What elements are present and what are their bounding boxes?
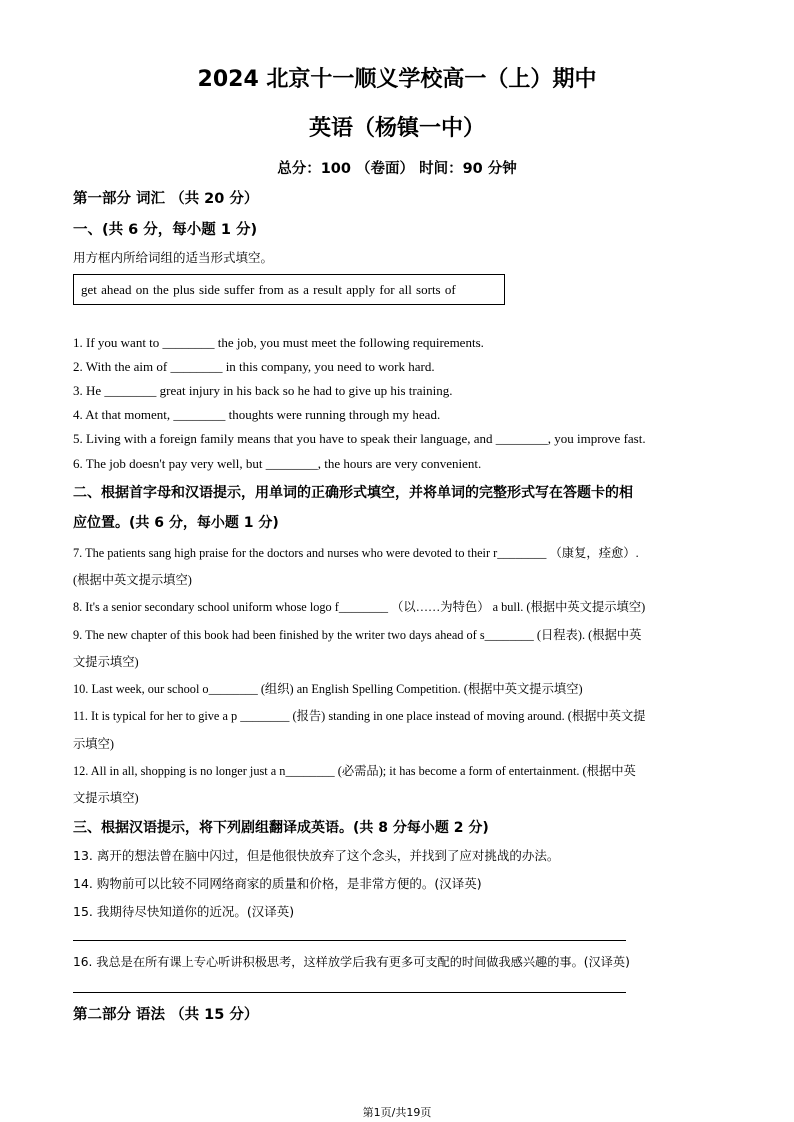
answer-line-16[interactable] bbox=[73, 992, 626, 993]
question-8: 8. It's a senior secondary school uniform whose logo f________ （以……为特色） a bull. (根据中英文提示填空) bbox=[73, 600, 646, 614]
question-5: 5. Living with a foreign family means that you have to speak their language, and ________, you improve fast. bbox=[73, 431, 646, 446]
section2-heading-line2: 应位置。(共 6 分，每小题 1 分) bbox=[73, 515, 279, 531]
question-12: 12. All in all, shopping is no longer just a n________ (必需品); it has become a form of entertainment. (根据中英 bbox=[73, 764, 636, 778]
part2-heading: 第二部分 语法 （共 15 分） bbox=[73, 1007, 259, 1023]
section1-heading: 一、(共 6 分，每小题 1 分) bbox=[73, 222, 258, 238]
question-7: 7. The patients sang high praise for the doctors and nurses who were devoted to their r________ （康复，痊愈）. bbox=[73, 546, 639, 560]
answer-line-15[interactable] bbox=[73, 940, 626, 941]
part1-heading: 第一部分 词汇 （共 20 分） bbox=[73, 191, 259, 207]
question-11-cont: 示填空) bbox=[73, 737, 114, 751]
page-number: 第1页/共19页 bbox=[362, 1106, 432, 1119]
question-9: 9. The new chapter of this book had been finished by the writer two days ahead of s________ (日程表). (根据中英 bbox=[73, 628, 642, 642]
question-2: 2. With the aim of ________ in this company, you need to work hard. bbox=[73, 359, 435, 374]
question-15: 15. 我期待尽快知道你的近况。(汉译英) bbox=[73, 904, 295, 919]
exam-subtitle: 英语（杨镇一中） bbox=[308, 116, 485, 141]
question-7-hint: (根据中英文提示填空) bbox=[73, 573, 192, 587]
question-4: 4. At that moment, ________ thoughts were running through my head. bbox=[73, 407, 441, 422]
question-1: 1. If you want to ________ the job, you must meet the following requirements. bbox=[73, 335, 484, 350]
word-box bbox=[73, 274, 505, 305]
question-11: 11. It is typical for her to give a p ________ (报告) standing in one place instead of moving around. (根据中英文提 bbox=[73, 709, 646, 723]
section1-instruction: 用方框内所给词组的适当形式填空。 bbox=[73, 250, 274, 265]
question-10: 10. Last week, our school o________ (组织) an English Spelling Competition. (根据中英文提示填空) bbox=[73, 682, 583, 696]
exam-title: 2024 北京十一顺义学校高一（上）期中 bbox=[197, 67, 597, 92]
section2-heading-line1: 二、根据首字母和汉语提示，用单词的正确形式填空，并将单词的完整形式写在答题卡的相 bbox=[73, 485, 633, 501]
question-12-cont: 文提示填空) bbox=[73, 791, 139, 805]
question-14: 14. 购物前可以比较不同网络商家的质量和价格，是非常方便的。(汉译英) bbox=[73, 876, 482, 891]
exam-meta: 总分：100 （卷面） 时间：90 分钟 bbox=[277, 161, 517, 177]
question-3: 3. He ________ great injury in his back so he had to give up his training. bbox=[73, 383, 453, 398]
question-9-cont: 文提示填空) bbox=[73, 655, 139, 669]
section3-heading: 三、根据汉语提示，将下列剧组翻译成英语。(共 8 分每小题 2 分) bbox=[73, 820, 489, 836]
word-box-text: get ahead on the plus side suffer from as a result apply for all sorts of bbox=[81, 282, 456, 297]
question-16: 16. 我总是在所有课上专心听讲积极思考，这样放学后我有更多可支配的时间做我感兴趣的事。(汉译英) bbox=[73, 955, 630, 969]
question-13: 13. 离开的想法曾在脑中闪过，但是他很快放弃了这个念头，并找到了应对挑战的办法。 bbox=[73, 848, 560, 863]
question-6: 6. The job doesn't pay very well, but ________, the hours are very convenient. bbox=[73, 456, 482, 471]
